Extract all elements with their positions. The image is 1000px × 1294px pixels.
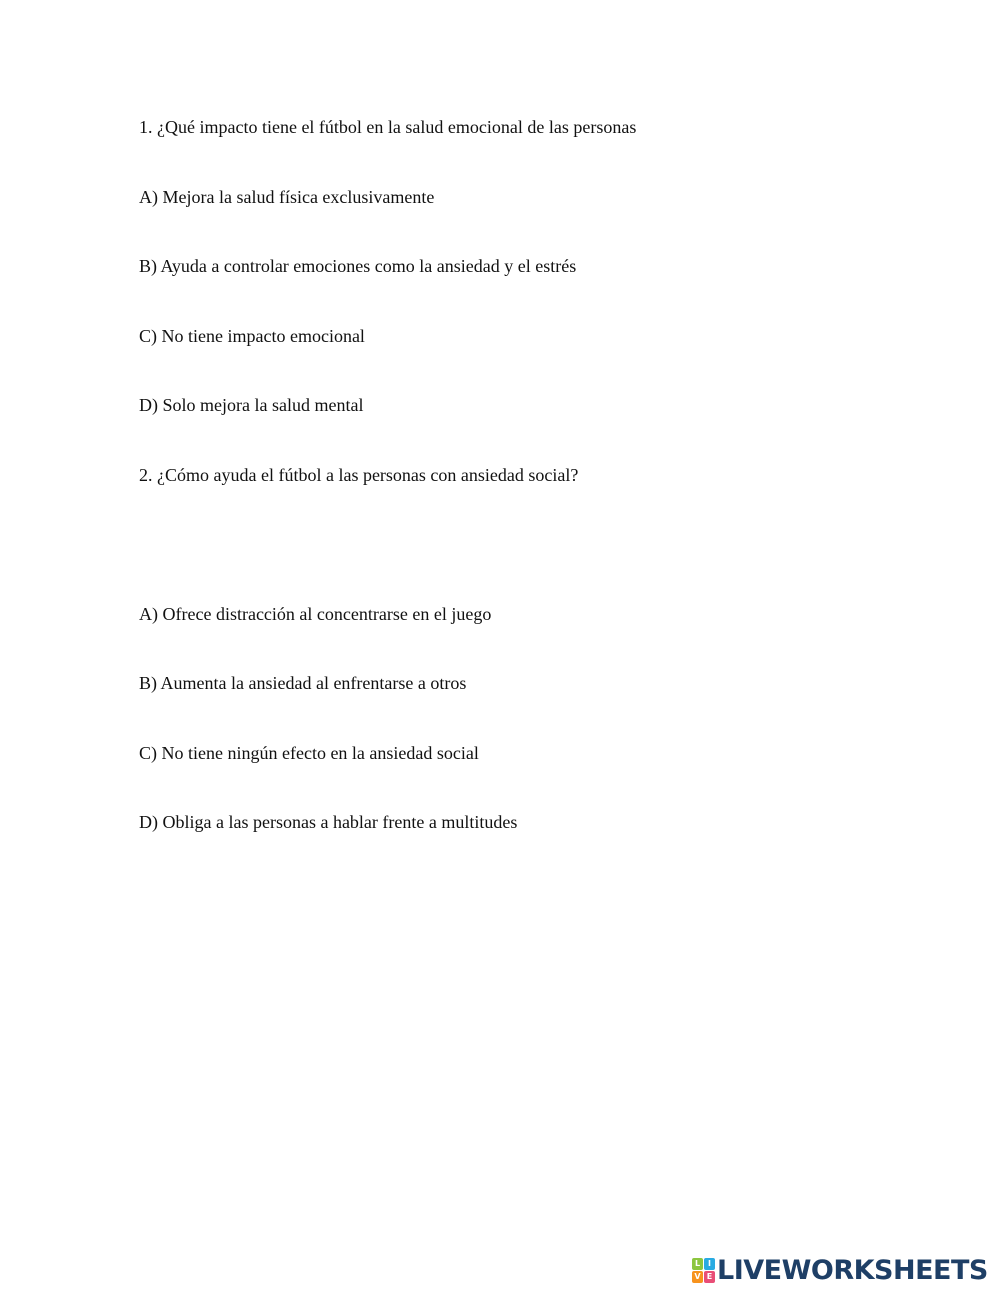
liveworksheets-logo-icon: [692, 1258, 714, 1282]
question-1-text: 1. ¿Qué impacto tiene el fútbol en la salud emocional de las personas: [139, 117, 637, 137]
logo-tile-l: L: [692, 1258, 703, 1270]
logo-tile-e: E: [704, 1271, 715, 1283]
question-1-option-b: B) Ayuda a controlar emociones como la ansiedad y el estrés: [139, 256, 577, 276]
question-2-text: 2. ¿Cómo ayuda el fútbol a las personas con ansiedad social?: [139, 465, 579, 485]
liveworksheets-logo-text: LIVEWORKSHEETS: [717, 1254, 988, 1286]
question-1-option-d: D) Solo mejora la salud mental: [139, 395, 364, 415]
logo-tile-v: V: [692, 1271, 703, 1283]
question-1-option-a: A) Mejora la salud física exclusivamente: [139, 187, 435, 207]
question-2-option-b: B) Aumenta la ansiedad al enfrentarse a otros: [139, 673, 467, 693]
question-1-option-c: C) No tiene impacto emocional: [139, 326, 365, 346]
question-2-option-a: A) Ofrece distracción al concentrarse en el juego: [139, 604, 492, 624]
liveworksheets-logo: [692, 1254, 988, 1286]
question-2-option-d: D) Obliga a las personas a hablar frente a multitudes: [139, 812, 518, 832]
question-2-option-c: C) No tiene ningún efecto en la ansiedad social: [139, 743, 479, 763]
logo-tile-i: I: [704, 1258, 715, 1270]
